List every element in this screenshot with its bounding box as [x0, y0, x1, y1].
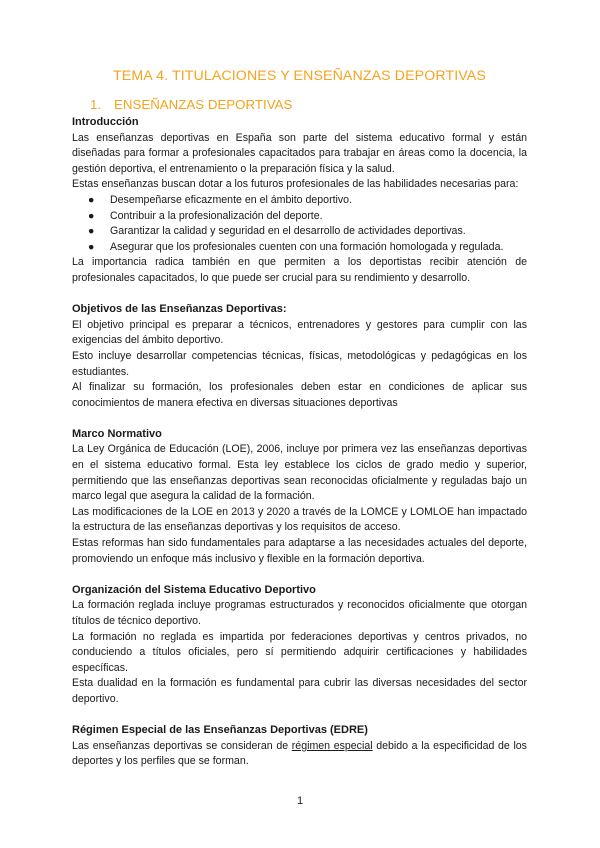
- objetivos-heading: Objetivos de las Enseñanzas Deportivas:: [72, 303, 287, 316]
- section-heading: [90, 96, 527, 114]
- list-item-text: Garantizar la calidad y seguridad en el desarrollo de actividades deportivas.: [110, 225, 466, 238]
- intro-bullet-list: [72, 193, 527, 255]
- list-item: [88, 209, 527, 225]
- section-title: ENSEÑANZAS DEPORTIVAS: [114, 97, 293, 112]
- marco-paragraph-2: Las modificaciones de la LOE en 2013 y 2020 a través de la LOMCE y LOMLOE han impactado la estructura de las enseñanzas deportivas y los requisitos de acceso.: [72, 505, 527, 534]
- intro-paragraph-2: Estas enseñanzas buscan dotar a los futuros profesionales de las habilidades necesarias para:: [72, 178, 519, 191]
- marco-paragraph-1: La Ley Orgánica de Educación (LOE), 2006, incluye por primera vez las enseñanzas deportivas en el sistema educativo formal. Esta ley establece los ciclos de grado medio y superior, permitiendo que las enseñanzas deportivas sean reconocidas oficialmente y reguladas bajo un marco legal que asegura la calidad de la formación.: [72, 443, 527, 503]
- bullet-icon: ●: [88, 240, 95, 253]
- organizacion-paragraph-2: La formación no reglada es impartida por federaciones deportivas y centros privados, no conduciendo a títulos oficiales, pero sí permitiendo adquirir certificaciones y habilidades específicas.: [72, 630, 527, 674]
- document-content: [72, 66, 527, 770]
- marco-heading: Marco Normativo: [72, 427, 162, 440]
- organizacion-paragraph-1: La formación reglada incluye programas estructurados y reconocidos oficialmente que otorgan títulos de técnico deportivo.: [72, 599, 527, 627]
- section-number: 1.: [90, 97, 102, 112]
- document-title: TEMA 4. TITULACIONES Y ENSEÑANZAS DEPORTIVAS: [113, 68, 486, 84]
- list-item: [88, 224, 527, 240]
- objetivos-paragraph-2: Esto incluye desarrollar competencias técnicas, físicas, metodológicas y pedagógicas en los estudiantes.: [72, 349, 527, 378]
- regimen-underlined-term: régimen especial: [291, 739, 373, 752]
- list-item: [88, 193, 527, 209]
- intro-paragraph-1: Las enseñanzas deportivas en España son parte del sistema educativo formal y están diseñadas para formar a profesionales capacitados para trabajar en áreas como la docencia, la gestión deportiva, el entrenamiento o la preparación física y la salud.: [72, 131, 527, 175]
- bullet-icon: ●: [88, 193, 95, 206]
- spacer: [72, 287, 527, 303]
- page-number: 1: [296, 795, 304, 807]
- objetivos-paragraph-3: Al finalizar su formación, los profesionales deben estar en condiciones de aplicar sus conocimientos de manera efectiva en diversas situaciones deportivas: [72, 381, 527, 409]
- spacer: [72, 411, 527, 427]
- intro-heading: Introducción: [72, 116, 139, 128]
- regimen-paragraph-1: [72, 739, 527, 770]
- regimen-text-before: Las enseñanzas deportivas se consideran de: [72, 739, 292, 752]
- regimen-text-after: debido a la especificidad de los deportes y los perfiles que se forman.: [72, 739, 527, 768]
- bullet-icon: ●: [88, 225, 95, 238]
- organizacion-heading: Organización del Sistema Educativo Deportivo: [72, 583, 316, 596]
- intro-paragraph-3: La importancia radica también en que permiten a los deportistas recibir atención de profesionales capacitados, lo que puede ser crucial para su rendimiento y desarrollo.: [72, 256, 527, 284]
- list-item-text: Desempeñarse eficazmente en el ámbito deportivo.: [110, 193, 353, 206]
- spacer: [72, 567, 527, 583]
- list-item-text: Asegurar que los profesionales cuenten con una formación homologada y regulada.: [110, 240, 504, 253]
- regimen-heading: Régimen Especial de las Enseñanzas Deportivas (EDRE): [72, 724, 368, 737]
- list-item: [88, 240, 527, 256]
- organizacion-paragraph-3: Esta dualidad en la formación es fundamental para cubrir las diversas necesidades del sector deportivo.: [72, 677, 527, 705]
- list-item-text: Contribuir a la profesionalización del deporte.: [110, 209, 323, 222]
- objetivos-paragraph-1: El objetivo principal es preparar a técnicos, entrenadores y gestores para cumplir con las exigencias del ámbito deportivo.: [72, 318, 527, 347]
- spacer: [72, 708, 527, 724]
- marco-paragraph-3: Estas reformas han sido fundamentales para adaptarse a las necesidades actuales del deporte, promoviendo un enfoque más inclusivo y flexible en la formación deportiva.: [72, 537, 527, 565]
- bullet-icon: ●: [88, 209, 95, 222]
